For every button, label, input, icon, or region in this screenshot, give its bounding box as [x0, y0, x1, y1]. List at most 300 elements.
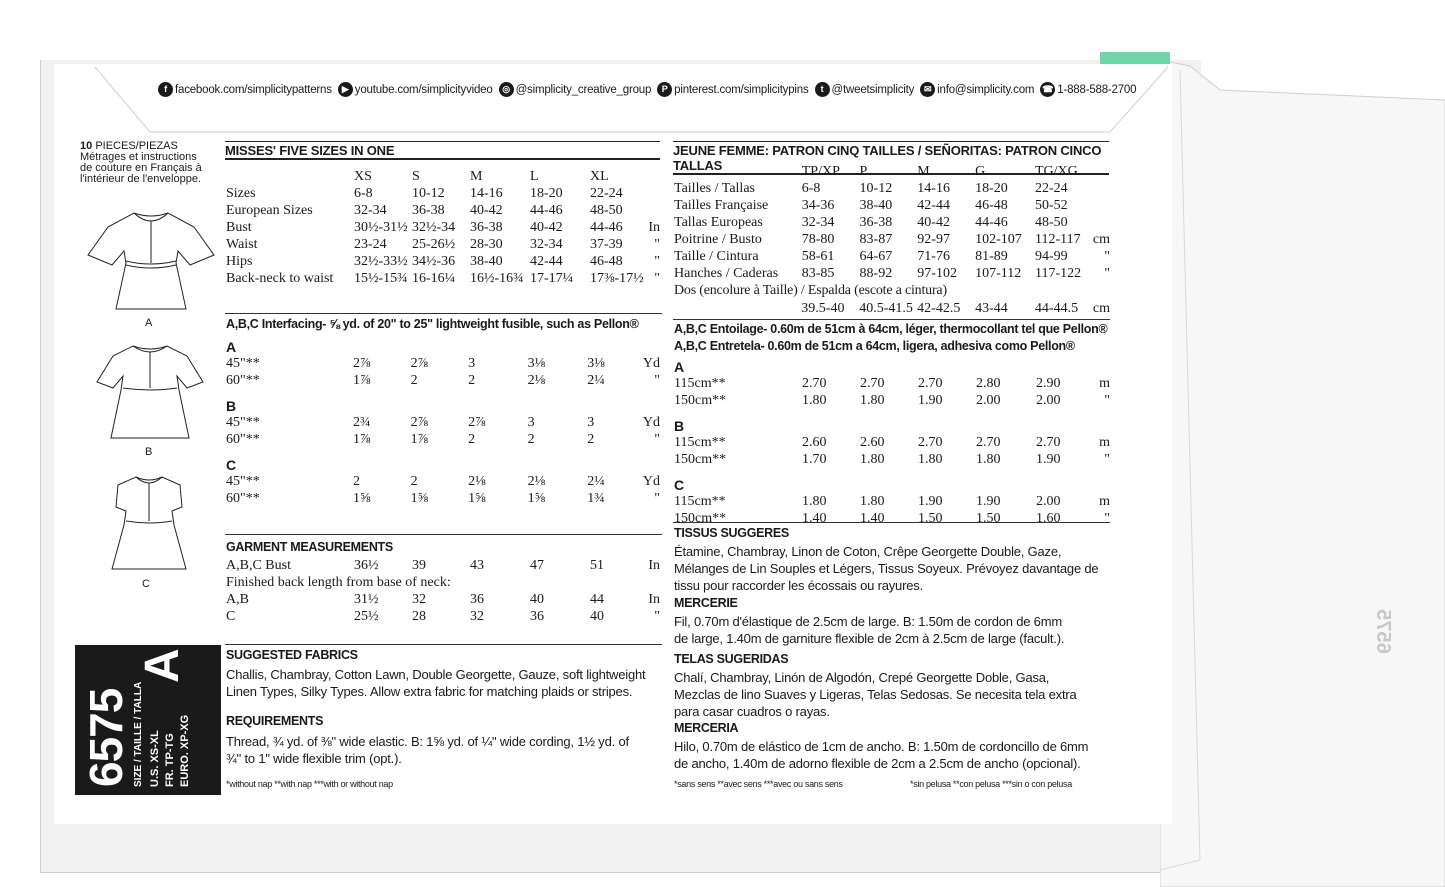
value-cell: 44 — [590, 592, 604, 607]
unit-cell: Yd — [642, 415, 660, 430]
value-cell: 102-107 — [975, 232, 1022, 247]
value-cell: 2⅞ — [353, 356, 371, 371]
value-cell: 6-8 — [354, 186, 373, 201]
value-cell: 38-40 — [859, 198, 893, 213]
value-cell: 1.90 — [1036, 452, 1061, 467]
unit-cell: " — [1104, 511, 1110, 526]
value-cell: 38-40 — [470, 254, 503, 269]
value-cell: 40 — [530, 592, 544, 607]
value-cell: 40-42 — [470, 203, 503, 218]
row-label: Poitrine / Busto — [674, 232, 762, 247]
unit-cell: In — [648, 220, 660, 235]
social-link[interactable] — [920, 82, 1034, 97]
value-cell: 25½ — [354, 609, 379, 624]
table-row — [226, 414, 660, 431]
value-cell: 2⅞ — [468, 415, 486, 430]
pieces-fr-line-2: de couture en Français à — [80, 162, 202, 174]
value-cell: 3 — [527, 415, 535, 430]
size-fr: FR. TP-TG — [164, 733, 176, 787]
row-label: Tailles / Tallas — [674, 181, 755, 196]
value-cell: 2.70 — [918, 376, 943, 391]
value-cell: 1.40 — [802, 511, 827, 526]
value-cell: 2 — [353, 474, 360, 489]
value-cell: 2⅛ — [527, 373, 546, 388]
value-cell: 25-26½ — [412, 237, 456, 252]
row-label: Tailles Française — [674, 198, 769, 213]
view-c-label: C — [142, 578, 150, 590]
row-label: European Sizes — [226, 203, 313, 218]
column-header: P — [859, 164, 868, 179]
value-cell: 97-102 — [917, 266, 957, 281]
table-row — [226, 202, 660, 219]
unit-cell: " — [1104, 266, 1110, 281]
yardage-table — [226, 338, 660, 507]
value-cell: 47 — [530, 558, 544, 573]
value-cell: 1.50 — [976, 511, 1001, 526]
column-header: G — [975, 164, 986, 179]
unit-cell: cm — [1092, 232, 1110, 247]
table-cell — [226, 168, 354, 185]
view-row — [226, 338, 660, 355]
table-row — [674, 434, 1110, 451]
value-cell: 32-34 — [530, 237, 563, 252]
row-label: 45"** — [226, 474, 260, 489]
nap-notes-es: *sin pelusa **con pelusa ***sin o con pelusa — [910, 779, 1072, 789]
value-cell: 42-44 — [530, 254, 563, 269]
unit-cell: In — [648, 592, 660, 607]
size-euro: EURO. XP-XG — [179, 714, 191, 787]
size-label: SIZE / TAILLE / TALLA — [133, 681, 144, 787]
top-flap-outline — [90, 62, 1170, 142]
value-cell: 2 — [468, 432, 476, 447]
social-links — [158, 82, 1136, 97]
value-cell: 2.60 — [860, 435, 885, 450]
table-row — [226, 219, 660, 236]
table-row — [674, 510, 1110, 527]
value-cell: 78-80 — [801, 232, 835, 247]
size-letter: A — [136, 648, 189, 683]
mercerie-title: MERCERIE — [674, 596, 738, 610]
view-row — [226, 456, 660, 473]
table-row — [226, 236, 660, 253]
youtube-icon: ▶ — [338, 82, 353, 97]
view-label: B — [674, 418, 685, 434]
value-cell: 44-46 — [590, 220, 623, 235]
view-b-sketch — [95, 340, 205, 445]
merceria-text — [674, 738, 1088, 772]
value-cell: 50-52 — [1034, 198, 1068, 213]
value-cell: 71-76 — [917, 249, 950, 264]
telas-line: Chalí, Chambray, Linón de Algodón, Crepé Georgette Doble, Gasa, — [674, 670, 1050, 685]
social-link[interactable] — [338, 82, 493, 97]
unit-cell: m — [1099, 435, 1110, 450]
value-cell: 2.90 — [1036, 376, 1061, 391]
value-cell: 1.90 — [918, 393, 943, 408]
unit-cell — [1093, 214, 1110, 231]
merceria-title: MERCERIA — [674, 721, 739, 735]
value-cell: 17⅜-17½ — [590, 271, 644, 286]
value-cell: 1.80 — [802, 494, 827, 509]
value-cell: 88-92 — [859, 266, 893, 281]
table-row — [226, 608, 660, 625]
table-row — [674, 451, 1110, 468]
tissus-text — [674, 543, 1098, 594]
value-cell: 32 — [470, 609, 484, 624]
unit-cell: " — [654, 271, 660, 286]
value-cell: 15½-15¾ — [354, 271, 408, 286]
value-cell: 14-16 — [917, 181, 950, 196]
tissus-title: TISSUS SUGGERES — [674, 526, 789, 540]
misses-body-table — [226, 168, 660, 287]
value-cell: 1¾ — [587, 491, 605, 506]
view-c-sketch — [108, 473, 190, 573]
value-cell: 1.60 — [1036, 511, 1061, 526]
value-cell: 43-44 — [975, 301, 1008, 316]
value-cell: 64-67 — [859, 249, 893, 264]
value-cell: 2.70 — [860, 376, 885, 391]
view-row — [674, 476, 1110, 493]
table-cell — [674, 163, 802, 180]
rule — [673, 319, 1110, 320]
column-header: TG/XG — [1034, 164, 1078, 179]
value-cell: 2⅛ — [468, 474, 486, 489]
value-cell: 40-42 — [530, 220, 563, 235]
social-link-text: @tweetsimplicity — [831, 83, 915, 96]
value-cell: 34½-36 — [412, 254, 456, 269]
nap-notes-fr: *sans sens **avec sens ***avec ou sans sens — [674, 779, 843, 789]
unit-cell: " — [1104, 393, 1110, 408]
value-cell: 2.70 — [802, 376, 827, 391]
table-row — [674, 231, 1110, 248]
table-row — [226, 253, 660, 270]
table-row — [674, 375, 1110, 392]
row-label: 150cm** — [674, 511, 727, 526]
row-label: Sizes — [226, 186, 256, 201]
value-cell: 40.5-41.5 — [859, 301, 913, 316]
value-cell: 1.80 — [918, 452, 943, 467]
value-cell: 44-44.5 — [1034, 301, 1079, 316]
unit-cell: " — [1104, 249, 1110, 264]
unit-cell: cm — [1092, 301, 1110, 316]
unit-cell: " — [654, 609, 660, 624]
value-cell: 58-61 — [801, 249, 835, 264]
telas-title: TELAS SUGERIDAS — [674, 652, 789, 666]
finished-length-label: Finished back length from base of neck: — [226, 575, 451, 590]
value-cell: 32½-34 — [412, 220, 456, 235]
value-cell: 23-24 — [354, 237, 387, 252]
pieces-fr-line-3: l'intérieur de l'enveloppe. — [80, 173, 201, 185]
table-row — [226, 185, 660, 202]
unit-cell: " — [654, 373, 660, 388]
table-row — [674, 392, 1110, 409]
unit-cell: m — [1099, 494, 1110, 509]
row-label: Bust — [226, 220, 252, 235]
row-label: 60"** — [226, 432, 260, 447]
value-cell: 48-50 — [1034, 215, 1068, 230]
instagram-icon: ◎ — [499, 82, 514, 97]
value-cell: 1⅝ — [468, 491, 486, 506]
table-row — [226, 557, 660, 574]
row-label: 60"** — [226, 373, 260, 388]
value-cell: 46-48 — [975, 198, 1008, 213]
table-row — [226, 431, 660, 448]
unit-cell — [1093, 197, 1110, 214]
value-cell: 17-17¼ — [530, 271, 574, 286]
table-row — [674, 265, 1110, 282]
value-cell: 18-20 — [975, 181, 1008, 196]
requirements-line: ¾" to 1" wide flexible trim (opt.). — [226, 751, 402, 766]
value-cell: 112-117 — [1034, 232, 1081, 247]
value-cell: 28-30 — [470, 237, 503, 252]
social-link[interactable] — [1040, 82, 1136, 97]
envelope-flap — [1160, 0, 1445, 887]
pieces-info — [80, 141, 230, 185]
value-cell: 83-87 — [859, 232, 893, 247]
tissus-line: Étamine, Chambray, Linon de Coton, Crêpe Georgette Double, Gaze, — [674, 544, 1062, 559]
value-cell: 10-12 — [412, 186, 445, 201]
unit-cell: " — [654, 254, 660, 269]
value-cell: 1.40 — [860, 511, 885, 526]
value-cell: 2.70 — [1036, 435, 1061, 450]
requirements-line: Thread, ¾ yd. of ⅜" wide elastic. B: 1⅝ yd. of ¼" wide cording, 1½ yd. of — [226, 734, 629, 749]
unit-cell: " — [654, 237, 660, 252]
column-header: S — [412, 169, 420, 184]
metrage-table — [674, 358, 1110, 527]
table-row — [674, 300, 1110, 317]
value-cell: 2¼ — [587, 474, 605, 489]
value-cell: 2¼ — [587, 373, 605, 388]
value-cell: 16-16¼ — [412, 271, 456, 286]
row-label: Back-neck to waist — [226, 271, 334, 286]
table-row — [674, 197, 1110, 214]
suggested-fabrics-title: SUGGESTED FABRICS — [226, 648, 358, 662]
table-header-row — [226, 168, 660, 185]
row-label — [674, 300, 801, 317]
row-label: 115cm** — [674, 435, 726, 450]
value-cell: 30½-31½ — [354, 220, 408, 235]
dos-label: Dos (encolure à Taille) / Espalda (escote a cintura) — [674, 283, 947, 298]
unit-cell: In — [648, 558, 660, 573]
jeune-femme-body-table — [674, 163, 1110, 282]
value-cell: 117-122 — [1034, 266, 1082, 281]
value-cell: 2⅞ — [410, 356, 429, 371]
table-header-row — [674, 163, 1110, 180]
view-row — [674, 417, 1110, 434]
view-label: B — [226, 398, 237, 414]
column-header: L — [530, 169, 539, 184]
value-cell: 32½-33½ — [354, 254, 408, 269]
value-cell: 3⅛ — [587, 356, 605, 371]
row-label: 150cm** — [674, 393, 727, 408]
row-label: 45"** — [226, 356, 260, 371]
garment-measurements-table — [226, 557, 660, 625]
value-cell: 34-36 — [801, 198, 835, 213]
mercerie-line: Fil, 0.70m d'élastique de 2.5cm de large. B: 1.50m de cordon de 6mm — [674, 614, 1062, 629]
value-cell: 1⅞ — [410, 432, 429, 447]
unit-cell — [646, 185, 660, 202]
mercerie-text — [674, 613, 1064, 647]
value-cell: 40-42 — [917, 215, 950, 230]
value-cell: 32-34 — [354, 203, 387, 218]
row-label: Taille / Cintura — [674, 249, 759, 264]
value-cell: 92-97 — [917, 232, 950, 247]
value-cell: 48-50 — [590, 203, 623, 218]
row-label: A,B,C Bust — [226, 558, 291, 573]
value-cell: 10-12 — [859, 181, 893, 196]
row-label: C — [226, 609, 236, 624]
social-link-text: @simplicity_creative_group — [515, 83, 652, 96]
value-cell: 2 — [587, 432, 595, 447]
column-header: TP/XP — [801, 164, 840, 179]
mercerie-line: de large, 1.40m de garniture flexible de 2cm à 2.5cm de large (facult.). — [674, 631, 1065, 646]
size-box — [75, 645, 221, 795]
social-link[interactable] — [499, 82, 652, 97]
value-cell: 2.80 — [976, 376, 1001, 391]
social-link-text: 1-888-588-2700 — [1057, 83, 1137, 96]
value-cell: 36-38 — [859, 215, 893, 230]
value-cell: 31½ — [354, 592, 379, 607]
table-row — [226, 270, 660, 287]
view-label: A — [226, 339, 237, 355]
row-label: 115cm** — [674, 494, 726, 509]
row-label: 60"** — [226, 491, 260, 506]
value-cell: 83-85 — [801, 266, 835, 281]
value-cell: 3 — [587, 415, 595, 430]
table-row — [226, 372, 660, 389]
pattern-number: 6575 — [80, 688, 132, 787]
value-cell: 44-46 — [975, 215, 1008, 230]
row-label: Waist — [226, 237, 258, 252]
tissus-line: Mélanges de Lin Souples et Légers, Tissus Soyeux. Prévoyez davantage de — [674, 561, 1099, 576]
value-cell: 36-38 — [412, 203, 445, 218]
row-label: 150cm** — [674, 452, 727, 467]
value-cell: 1⅝ — [353, 491, 371, 506]
view-label: A — [674, 359, 685, 375]
merceria-line: Hilo, 0.70m de elástico de 1cm de ancho. B: 1.50m de cordoncillo de 6mm — [674, 739, 1089, 754]
view-a-sketch — [86, 205, 216, 315]
value-cell: 32-34 — [801, 215, 835, 230]
value-cell: 1⅝ — [410, 491, 429, 506]
rule — [225, 313, 662, 314]
misses-header: MISSES' FIVE SIZES IN ONE — [225, 141, 660, 160]
email-icon: ✉ — [920, 82, 935, 97]
view-label: C — [674, 477, 685, 493]
table-row — [674, 180, 1110, 197]
value-cell: 3 — [468, 356, 476, 371]
table-row — [226, 490, 660, 507]
value-cell: 1⅞ — [353, 373, 371, 388]
view-row — [226, 397, 660, 414]
value-cell: 36½ — [354, 558, 379, 573]
size-us: U.S. XS-XL — [149, 730, 161, 787]
value-cell: 1.80 — [802, 393, 827, 408]
value-cell: 14-16 — [470, 186, 503, 201]
row-label: 115cm** — [674, 376, 726, 391]
value-cell: 36-38 — [470, 220, 503, 235]
requirements-text — [226, 733, 629, 767]
value-cell: 51 — [590, 558, 604, 573]
telas-line: para casar cuadros o rayas. — [674, 704, 830, 719]
value-cell: 2.00 — [1036, 494, 1061, 509]
social-link[interactable] — [815, 82, 915, 97]
column-header: M — [470, 169, 483, 184]
view-row — [674, 358, 1110, 375]
value-cell: 39.5-40 — [801, 301, 845, 316]
garment-measurements-title: GARMENT MEASUREMENTS — [226, 540, 393, 554]
value-cell: 2 — [410, 373, 418, 388]
fabrics-line: Linen Types, Silky Types. Allow extra fabric for matching plaids or stripes. — [226, 684, 633, 699]
show-through-number: 6575 — [1371, 609, 1394, 654]
row-label: Hips — [226, 254, 253, 269]
social-link[interactable] — [657, 82, 808, 97]
unit-cell — [646, 202, 660, 219]
requirements-title: REQUIREMENTS — [226, 714, 324, 728]
pieces-fr-line-1: Métrages et instructions — [80, 151, 197, 163]
unit-cell: " — [1104, 452, 1110, 467]
value-cell: 2⅞ — [410, 415, 429, 430]
value-cell: 2⅛ — [527, 474, 546, 489]
value-cell: 1.90 — [976, 494, 1001, 509]
value-cell: 6-8 — [801, 181, 821, 196]
value-cell: 1.80 — [976, 452, 1001, 467]
view-label: C — [226, 457, 237, 473]
value-cell: 42-42.5 — [917, 301, 961, 316]
value-cell: 2.00 — [976, 393, 1001, 408]
unit-cell: m — [1099, 376, 1110, 391]
pinterest-icon: P — [657, 82, 672, 97]
value-cell: 36 — [530, 609, 544, 624]
entretela-line: A,B,C Entretela- 0.60m de 51cm a 64cm, ligera, adhesiva como Pellon® — [674, 339, 1075, 353]
row-label: A,B — [226, 592, 249, 607]
value-cell: 1.70 — [802, 452, 827, 467]
telas-text — [674, 669, 1077, 720]
social-link-text: pinterest.com/simplicitypins — [674, 83, 809, 96]
table-cell — [646, 168, 660, 185]
value-cell: 22-24 — [1034, 181, 1068, 196]
value-cell: 81-89 — [975, 249, 1008, 264]
row-label: Tallas Europeas — [674, 215, 763, 230]
value-cell: 40 — [590, 609, 604, 624]
value-cell: 3⅛ — [527, 356, 546, 371]
value-cell: 2 — [410, 474, 418, 489]
column-header: XS — [354, 169, 372, 184]
unit-cell — [1093, 180, 1110, 197]
telas-line: Mezclas de lino Suaves y Ligeras, Telas Sedosas. Se necesita tela extra — [674, 687, 1077, 702]
column-header: M — [917, 164, 930, 179]
value-cell: 16½-16¾ — [470, 271, 524, 286]
view-a-label: A — [145, 317, 153, 329]
value-cell: 32 — [412, 592, 426, 607]
social-link-text: info@simplicity.com — [937, 83, 1035, 96]
table-row — [226, 355, 660, 372]
column-header: XL — [590, 169, 609, 184]
unit-cell: Yd — [642, 474, 660, 489]
dos-row-table — [674, 300, 1110, 317]
nap-notes: *without nap **with nap ***with or without nap — [226, 779, 393, 789]
value-cell: 2.00 — [1036, 393, 1061, 408]
value-cell: 39 — [412, 558, 426, 573]
suggested-fabrics-text — [226, 666, 645, 700]
value-cell: 1.80 — [860, 494, 885, 509]
jeune-femme-header: JEUNE FEMME: PATRON CINQ TAILLES / SEÑORITAS: PATRON CINCO TALLAS — [673, 141, 1109, 175]
value-cell: 18-20 — [530, 186, 563, 201]
row-label: 45"** — [226, 415, 260, 430]
unit-cell: " — [654, 432, 660, 447]
row-label: Hanches / Caderas — [674, 266, 779, 281]
value-cell: 2.70 — [918, 435, 943, 450]
pieces-label: PIECES/PIEZAS — [95, 140, 178, 152]
social-link[interactable] — [158, 82, 332, 97]
